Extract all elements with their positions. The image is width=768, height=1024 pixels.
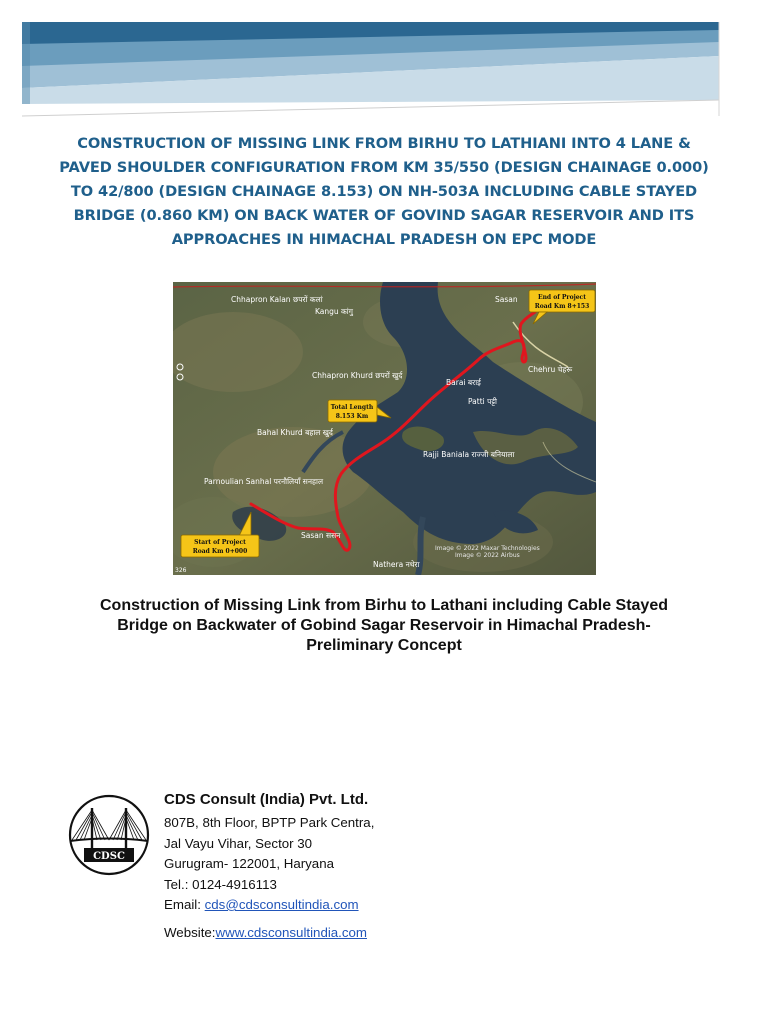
title-line: APPROACHES IN HIMACHAL PRADESH ON EPC MODE: [171, 231, 597, 248]
callout-text: End of Project: [538, 294, 586, 301]
title-line: PAVED SHOULDER CONFIGURATION FROM KM 35/550 (DESIGN CHAINAGE 0.000): [59, 159, 709, 176]
place-label: Chhapron Kalan छपरों कलां: [231, 295, 323, 304]
subtitle-line: Construction of Missing Link from Birhu to Lathani including Cable Stayed: [99, 597, 668, 614]
website-line: [164, 923, 564, 944]
company-name: CDS Consult (India) Pvt. Ltd.: [164, 791, 369, 808]
place-label: Nathera नथेरा: [373, 560, 420, 569]
callout-text: Start of Project: [194, 539, 246, 546]
title-line: CONSTRUCTION OF MISSING LINK FROM BIRHU TO LATHIANI INTO 4 LANE &: [77, 135, 691, 152]
company-contact-block: [164, 790, 564, 943]
callout-text: 8.153 Km: [335, 413, 369, 420]
email-label: Email:: [164, 897, 205, 912]
place-label: Sasan ससन: [301, 531, 341, 540]
title-line: BRIDGE (0.860 KM) ON BACK WATER OF GOVIND SAGAR RESERVOIR AND ITS: [73, 207, 695, 224]
callout-text: Road Km 0+000: [192, 548, 248, 555]
place-label: Chhapron Khurd छपरों खुर्द: [312, 371, 403, 380]
place-label: Patti पट्टी: [468, 397, 498, 406]
place-label: Chehru चेहरू: [528, 365, 573, 374]
address-line: 807B, 8th Floor, BPTP Park Centra,: [164, 815, 375, 830]
place-label: Rajji Baniala राज्जी बनियाला: [423, 450, 515, 459]
place-label: Parnoulian Sanhal परनौलियाँ सनहाल: [204, 477, 324, 486]
header-banner: [0, 0, 768, 130]
callout-text: Total Length: [330, 404, 374, 411]
satellite-map-image: [173, 282, 596, 575]
company-logo: [68, 794, 150, 876]
telephone: Tel.: 0124-4916113: [164, 876, 277, 892]
logo-text: CDSC: [93, 851, 125, 862]
website-label: Website:: [164, 924, 216, 940]
place-label: Kangu कांगु: [315, 307, 353, 316]
address-line: Gurugram- 122001, Haryana: [164, 856, 334, 871]
callout-text: Road Km 8+153: [534, 303, 590, 310]
place-label: Barai बराई: [446, 378, 481, 387]
email-link[interactable]: cds@cdsconsultindia.com: [204, 897, 359, 912]
document-subtitle: [40, 596, 728, 656]
title-line: TO 42/800 (DESIGN CHAINAGE 8.153) ON NH-503A INCLUDING CABLE STAYED: [70, 183, 698, 200]
project-map: [173, 282, 596, 575]
website-link[interactable]: www.cdsconsultindia.com: [215, 924, 367, 940]
subtitle-line: Bridge on Backwater of Gobind Sagar Reservoir in Himachal Pradesh-: [117, 617, 651, 634]
place-label: Sasan: [495, 295, 518, 304]
image-credit: Image © 2022 Maxar Technologies: [435, 545, 540, 552]
document-title: [40, 132, 728, 252]
address-line: Jal Vayu Vihar, Sector 30: [164, 835, 313, 851]
map-corner-label: 326: [175, 567, 187, 574]
subtitle-line: Preliminary Concept: [306, 637, 462, 654]
email-line: [164, 895, 564, 916]
image-credit: Image © 2022 Airbus: [455, 552, 520, 559]
place-label: Bahal Khurd बहाल खुर्द: [257, 428, 333, 437]
